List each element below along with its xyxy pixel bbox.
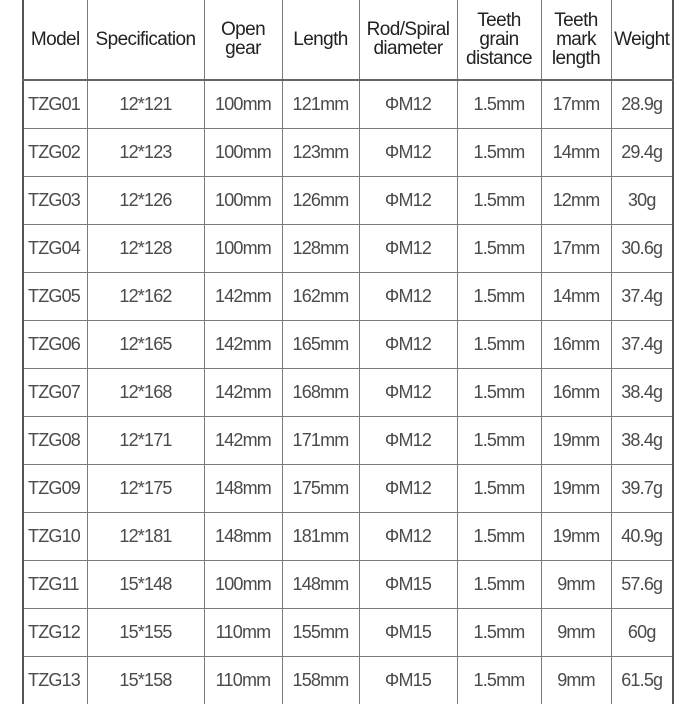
cell-specification: 12*175 (87, 465, 204, 513)
table-row (23, 609, 673, 657)
header-row (23, 0, 673, 80)
cell-weight: 29.4g (611, 129, 673, 177)
cell-teeth-grain-distance: 1.5mm (457, 561, 541, 609)
cell-teeth-grain-distance: 1.5mm (457, 657, 541, 704)
column-header-length (282, 0, 359, 80)
column-header-line: Teeth (458, 11, 541, 30)
cell-weight: 39.7g (611, 465, 673, 513)
cell-length: 128mm (282, 225, 359, 273)
column-header-model (23, 0, 87, 80)
table-row (23, 369, 673, 417)
table-row (23, 657, 673, 704)
cell-teeth-grain-distance: 1.5mm (457, 321, 541, 369)
cell-teeth-grain-distance: 1.5mm (457, 80, 541, 129)
cell-specification: 15*155 (87, 609, 204, 657)
cell-length: 123mm (282, 129, 359, 177)
cell-specification: 12*181 (87, 513, 204, 561)
cell-weight: 37.4g (611, 321, 673, 369)
cell-teeth-grain-distance: 1.5mm (457, 417, 541, 465)
cell-open-gear: 100mm (204, 225, 282, 273)
cell-rod-spiral-diameter: ΦM12 (359, 513, 457, 561)
cell-rod-spiral-diameter: ΦM12 (359, 465, 457, 513)
cell-teeth-grain-distance: 1.5mm (457, 225, 541, 273)
cell-weight: 30.6g (611, 225, 673, 273)
cell-model: TZG13 (23, 657, 87, 704)
cell-specification: 12*128 (87, 225, 204, 273)
cell-rod-spiral-diameter: ΦM12 (359, 321, 457, 369)
cell-rod-spiral-diameter: ΦM12 (359, 177, 457, 225)
cell-open-gear: 100mm (204, 177, 282, 225)
table-row (23, 561, 673, 609)
column-header-specification (87, 0, 204, 80)
cell-model: TZG02 (23, 129, 87, 177)
column-header-line: Specification (88, 30, 204, 49)
specification-table (22, 0, 674, 704)
cell-teeth-mark-length: 14mm (541, 129, 611, 177)
cell-model: TZG08 (23, 417, 87, 465)
column-header-line: Weight (612, 30, 673, 49)
column-header-line: length (542, 49, 611, 68)
cell-length: 126mm (282, 177, 359, 225)
column-header-rod-spiral-diameter (359, 0, 457, 80)
cell-specification: 12*165 (87, 321, 204, 369)
cell-teeth-grain-distance: 1.5mm (457, 177, 541, 225)
cell-model: TZG06 (23, 321, 87, 369)
cell-specification: 12*121 (87, 80, 204, 129)
cell-specification: 15*148 (87, 561, 204, 609)
cell-length: 165mm (282, 321, 359, 369)
column-header-line: mark (542, 30, 611, 49)
cell-teeth-mark-length: 17mm (541, 80, 611, 129)
cell-model: TZG09 (23, 465, 87, 513)
cell-model: TZG01 (23, 80, 87, 129)
cell-length: 158mm (282, 657, 359, 704)
cell-open-gear: 142mm (204, 321, 282, 369)
column-header-line: distance (458, 49, 541, 68)
cell-weight: 60g (611, 609, 673, 657)
cell-open-gear: 110mm (204, 609, 282, 657)
cell-model: TZG10 (23, 513, 87, 561)
cell-open-gear: 142mm (204, 369, 282, 417)
cell-length: 181mm (282, 513, 359, 561)
cell-model: TZG04 (23, 225, 87, 273)
cell-rod-spiral-diameter: ΦM12 (359, 417, 457, 465)
cell-rod-spiral-diameter: ΦM12 (359, 80, 457, 129)
cell-length: 121mm (282, 80, 359, 129)
cell-rod-spiral-diameter: ΦM12 (359, 273, 457, 321)
cell-model: TZG12 (23, 609, 87, 657)
cell-open-gear: 142mm (204, 273, 282, 321)
column-header-line: Model (24, 30, 87, 49)
cell-specification: 15*158 (87, 657, 204, 704)
table-body (23, 80, 673, 704)
cell-open-gear: 110mm (204, 657, 282, 704)
cell-rod-spiral-diameter: ΦM15 (359, 561, 457, 609)
cell-rod-spiral-diameter: ΦM12 (359, 129, 457, 177)
table-row (23, 417, 673, 465)
cell-specification: 12*171 (87, 417, 204, 465)
cell-teeth-mark-length: 19mm (541, 513, 611, 561)
cell-weight: 37.4g (611, 273, 673, 321)
column-header-open-gear (204, 0, 282, 80)
table-row (23, 513, 673, 561)
column-header-line: Length (283, 30, 359, 49)
cell-specification: 12*168 (87, 369, 204, 417)
cell-teeth-mark-length: 16mm (541, 321, 611, 369)
cell-weight: 38.4g (611, 369, 673, 417)
cell-model: TZG03 (23, 177, 87, 225)
cell-specification: 12*123 (87, 129, 204, 177)
cell-length: 148mm (282, 561, 359, 609)
cell-weight: 40.9g (611, 513, 673, 561)
cell-length: 162mm (282, 273, 359, 321)
cell-length: 155mm (282, 609, 359, 657)
cell-open-gear: 148mm (204, 465, 282, 513)
column-header-teeth-mark-length (541, 0, 611, 80)
table-row (23, 273, 673, 321)
cell-rod-spiral-diameter: ΦM15 (359, 657, 457, 704)
cell-teeth-grain-distance: 1.5mm (457, 513, 541, 561)
column-header-weight (611, 0, 673, 80)
cell-rod-spiral-diameter: ΦM12 (359, 225, 457, 273)
cell-weight: 61.5g (611, 657, 673, 704)
table-row (23, 321, 673, 369)
cell-length: 175mm (282, 465, 359, 513)
cell-teeth-mark-length: 9mm (541, 561, 611, 609)
cell-teeth-grain-distance: 1.5mm (457, 273, 541, 321)
cell-specification: 12*126 (87, 177, 204, 225)
table-row (23, 80, 673, 129)
column-header-line: grain (458, 30, 541, 49)
cell-length: 168mm (282, 369, 359, 417)
cell-teeth-grain-distance: 1.5mm (457, 129, 541, 177)
cell-open-gear: 100mm (204, 561, 282, 609)
cell-teeth-mark-length: 9mm (541, 609, 611, 657)
cell-teeth-mark-length: 19mm (541, 465, 611, 513)
cell-model: TZG07 (23, 369, 87, 417)
table-row (23, 177, 673, 225)
cell-open-gear: 142mm (204, 417, 282, 465)
column-header-teeth-grain-distance (457, 0, 541, 80)
column-header-line: gear (205, 39, 282, 58)
cell-teeth-grain-distance: 1.5mm (457, 609, 541, 657)
column-header-line: Teeth (542, 11, 611, 30)
cell-weight: 57.6g (611, 561, 673, 609)
table-header (23, 0, 673, 80)
table-row (23, 225, 673, 273)
cell-teeth-mark-length: 17mm (541, 225, 611, 273)
table-row (23, 129, 673, 177)
column-header-line: Rod/Spiral (360, 20, 457, 39)
column-header-line: diameter (360, 39, 457, 58)
cell-length: 171mm (282, 417, 359, 465)
cell-model: TZG05 (23, 273, 87, 321)
cell-open-gear: 100mm (204, 80, 282, 129)
cell-teeth-mark-length: 9mm (541, 657, 611, 704)
cell-model: TZG11 (23, 561, 87, 609)
cell-teeth-mark-length: 19mm (541, 417, 611, 465)
cell-rod-spiral-diameter: ΦM12 (359, 369, 457, 417)
cell-weight: 38.4g (611, 417, 673, 465)
cell-open-gear: 100mm (204, 129, 282, 177)
column-header-line: Open (205, 20, 282, 39)
cell-teeth-mark-length: 14mm (541, 273, 611, 321)
cell-open-gear: 148mm (204, 513, 282, 561)
cell-rod-spiral-diameter: ΦM15 (359, 609, 457, 657)
cell-teeth-mark-length: 16mm (541, 369, 611, 417)
table-row (23, 465, 673, 513)
cell-weight: 28.9g (611, 80, 673, 129)
cell-teeth-grain-distance: 1.5mm (457, 369, 541, 417)
cell-weight: 30g (611, 177, 673, 225)
cell-teeth-grain-distance: 1.5mm (457, 465, 541, 513)
cell-teeth-mark-length: 12mm (541, 177, 611, 225)
cell-specification: 12*162 (87, 273, 204, 321)
